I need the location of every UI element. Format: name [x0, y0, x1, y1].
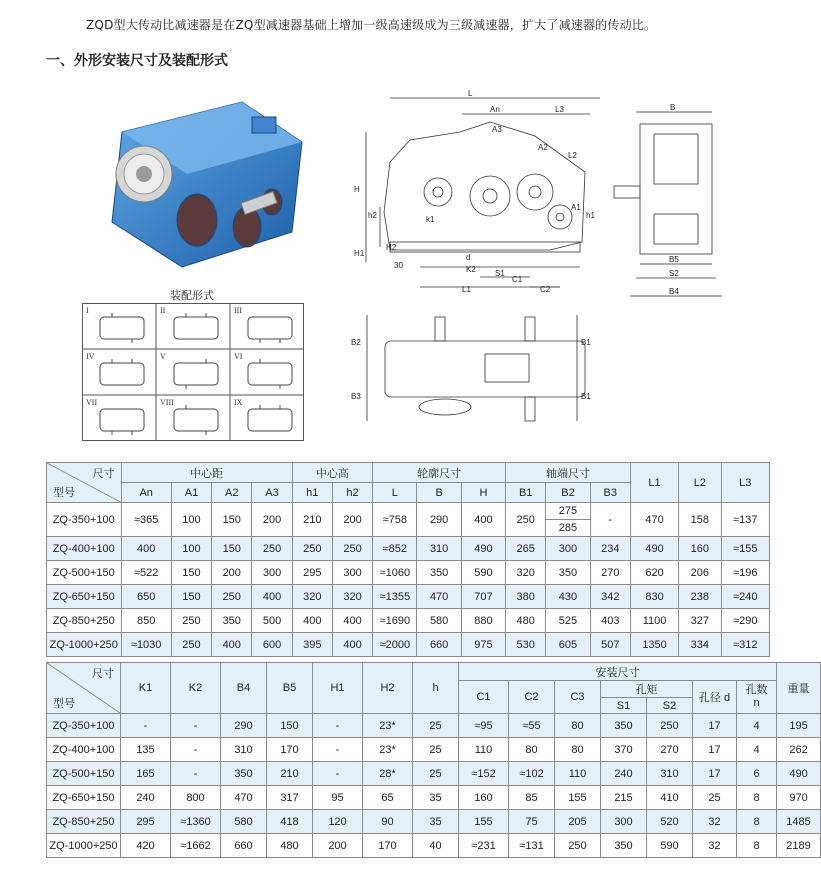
table2-cell: 240	[601, 762, 647, 786]
table2-cell: 80	[555, 714, 601, 738]
table1-cell: 210	[292, 503, 332, 537]
table1-cell: 150	[212, 537, 252, 561]
table2-cell: 8	[737, 810, 777, 834]
table1-cell: 880	[461, 609, 505, 633]
table1-cell: 295	[292, 561, 332, 585]
table1-model-cell: ZQ-850+250	[47, 609, 122, 633]
table1-group-header: 中心距	[121, 463, 292, 483]
table2-cell: -	[313, 738, 363, 762]
table2-cell: 165	[121, 762, 171, 786]
table1-group-header: 轴端尺寸	[506, 463, 631, 483]
table1-cell: 200	[212, 561, 252, 585]
table1-cell: 200	[252, 503, 292, 537]
table2-cell: ≈55	[509, 714, 555, 738]
table1-cell: ≈1690	[373, 609, 417, 633]
table2-cell: 25	[693, 786, 737, 810]
table2-cell: 110	[459, 738, 509, 762]
table2-cell: 35	[413, 786, 459, 810]
table2-cell: 490	[777, 762, 821, 786]
table1-cell: ≈1030	[121, 633, 171, 657]
table2-hole-pitch-header: 孔矩	[601, 681, 693, 698]
table2-cell: 6	[737, 762, 777, 786]
assembly-caption: 装配形式	[170, 289, 214, 302]
table2-cell: 250	[647, 714, 693, 738]
table1-cell: 290	[417, 503, 461, 537]
table1-cell: 707	[461, 585, 505, 609]
table1-cell: 250	[332, 537, 372, 561]
table2-cell: 370	[601, 738, 647, 762]
table1-group-header: L1	[630, 463, 678, 503]
assembly-label: IV	[86, 352, 95, 361]
table2-header: C2	[509, 681, 555, 714]
table1-cell: 403	[590, 609, 630, 633]
table2-cell: -	[121, 714, 171, 738]
table2-cell: 210	[267, 762, 313, 786]
table1-cell: 250	[212, 585, 252, 609]
dim-label: An	[490, 105, 500, 114]
table1-sub-header: B3	[590, 483, 630, 503]
table2-cell: 418	[267, 810, 313, 834]
table2-cell: 250	[555, 834, 601, 858]
table2-cell: 160	[459, 786, 509, 810]
table2-cell: 135	[121, 738, 171, 762]
table1-sub-header: B	[417, 483, 461, 503]
table1-cell: ≈758	[373, 503, 417, 537]
dim-label: C1	[512, 275, 523, 284]
table1-model-cell: ZQ-650+150	[47, 585, 122, 609]
table1-subcell: 275	[558, 505, 578, 517]
table1-sub-header: A3	[252, 483, 292, 503]
table2-cell: 195	[777, 714, 821, 738]
table2-cell: ≈231	[459, 834, 509, 858]
side-view-drawing	[614, 104, 734, 306]
dim-label: S2	[669, 269, 679, 278]
table1-cell: 206	[679, 561, 721, 585]
table2-cell: 8	[737, 786, 777, 810]
table2-cell: ≈152	[459, 762, 509, 786]
table1-cell: 400	[332, 609, 372, 633]
table2-header: S2	[647, 698, 693, 714]
intro-text: ZQD型大传动比减速器是在ZQ型减速器基础上增加一级高速级成为三级减速器，扩大了减速器的传动比。	[86, 18, 657, 32]
table2-hole-dia-header: 孔径 d	[693, 681, 737, 714]
table2-cell: ≈1360	[171, 810, 221, 834]
table1-cell: 250	[292, 537, 332, 561]
table1-corner-top: 尺寸	[92, 468, 115, 480]
table1-cell: 150	[212, 503, 252, 537]
table2-model-cell: ZQ-350+100	[47, 714, 121, 738]
table2-cell: 290	[221, 714, 267, 738]
table2-cell: 25	[413, 762, 459, 786]
table2-header: B5	[267, 663, 313, 714]
table2-cell: ≈1662	[171, 834, 221, 858]
table2-corner-top: 尺寸	[92, 668, 114, 680]
table2-cell: ≈102	[509, 762, 555, 786]
assembly-label: VIII	[160, 398, 174, 407]
table1-sub-header: H	[461, 483, 505, 503]
table2-cell: 32	[693, 810, 737, 834]
table1-cell: -	[590, 503, 630, 537]
top-view-drawing	[345, 309, 597, 429]
table2-cell: 155	[555, 786, 601, 810]
table2-cell: -	[171, 714, 221, 738]
table1-cell: 270	[590, 561, 630, 585]
table2-cell: 317	[267, 786, 313, 810]
dim-label: B3	[351, 392, 361, 401]
dim-label: L1	[462, 285, 471, 294]
table1-cell: 500	[252, 609, 292, 633]
table2-model-cell: ZQ-650+150	[47, 786, 121, 810]
table1-cell: 400	[252, 585, 292, 609]
assembly-label: VII	[86, 398, 98, 407]
table2-cell: 25	[413, 714, 459, 738]
table2-header: C3	[555, 681, 601, 714]
table2-cell: 350	[221, 762, 267, 786]
table2-cell: 800	[171, 786, 221, 810]
table2-cell: 300	[601, 810, 647, 834]
table2-corner-bottom: 型号	[53, 698, 75, 710]
table2-cell: 520	[647, 810, 693, 834]
table2-hole-count-label: 孔数	[745, 684, 768, 696]
table1-cell: 350	[546, 561, 590, 585]
table1-cell: 350	[212, 609, 252, 633]
table2-cell: 240	[121, 786, 171, 810]
table2-cell: 35	[413, 810, 459, 834]
table2-cell: 470	[221, 786, 267, 810]
table2-cell: 40	[413, 834, 459, 858]
section-title: 一、外形安装尺寸及装配形式	[46, 53, 228, 69]
dim-label: h1	[586, 211, 595, 220]
table1-group-header: L3	[721, 463, 770, 503]
table2-cell: -	[313, 762, 363, 786]
table1-cell: 158	[679, 503, 721, 537]
table1-model-cell: ZQ-350+100	[47, 503, 122, 537]
table2-cell: -	[171, 738, 221, 762]
table2-header: K2	[171, 663, 221, 714]
dim-label: A1	[571, 203, 581, 212]
table1-group-header: 轮廓尺寸	[373, 463, 506, 483]
table1-cell: 605	[546, 633, 590, 657]
table2-model-cell: ZQ-1000+250	[47, 834, 121, 858]
table1-cell: 150	[171, 585, 211, 609]
dim-label: B5	[669, 255, 679, 264]
table2-cell: 420	[121, 834, 171, 858]
table1-cell: 100	[171, 503, 211, 537]
dim-label: h2	[368, 211, 377, 220]
table1-cell: 400	[212, 633, 252, 657]
table2-cell: 90	[363, 810, 413, 834]
table2-cell: 480	[267, 834, 313, 858]
table1-cell: ≈137	[721, 503, 770, 537]
table2-cell: 17	[693, 714, 737, 738]
table1-cell: 400	[332, 633, 372, 657]
table1-cell: 380	[506, 585, 546, 609]
table2-cell: 350	[601, 834, 647, 858]
table1-sub-header: A1	[171, 483, 211, 503]
table1-cell: 160	[679, 537, 721, 561]
dim-label: A2	[538, 143, 548, 152]
table1-cell: 334	[679, 633, 721, 657]
table2-cell: 200	[313, 834, 363, 858]
table2-cell: 4	[737, 738, 777, 762]
table1-cell: 490	[461, 537, 505, 561]
table1-group-header: 中心高	[292, 463, 373, 483]
table2-cell: 215	[601, 786, 647, 810]
table1-cell: ≈196	[721, 561, 770, 585]
table2-header: C1	[459, 681, 509, 714]
table2-model-cell: ZQ-400+100	[47, 738, 121, 762]
table1-cell: 830	[630, 585, 678, 609]
table1-cell: 265	[506, 537, 546, 561]
table1-sub-header: A2	[212, 483, 252, 503]
table1-sub-header: B1	[506, 483, 546, 503]
table2-install-header: 安装尺寸	[459, 663, 777, 681]
table2-cell: 350	[601, 714, 647, 738]
table1-corner-bottom: 型号	[53, 487, 75, 499]
dim-label: S1	[495, 269, 505, 278]
table1-cell: 100	[171, 537, 211, 561]
table2-cell: 170	[267, 738, 313, 762]
table1-cell: 320	[332, 585, 372, 609]
table2-cell: 270	[647, 738, 693, 762]
table2-cell: ≈131	[509, 834, 555, 858]
dim-label: B	[670, 103, 676, 112]
table1-sub-header: An	[121, 483, 171, 503]
table1-cell: 250	[171, 633, 211, 657]
table1-cell: 300	[252, 561, 292, 585]
table1-cell: 234	[590, 537, 630, 561]
table2-cell: 85	[509, 786, 555, 810]
dim-label: K2	[466, 265, 476, 274]
table1-cell: 490	[630, 537, 678, 561]
table2-cell: 95	[313, 786, 363, 810]
table2-header: B4	[221, 663, 267, 714]
table2-cell: 660	[221, 834, 267, 858]
table1-cell: 300	[332, 561, 372, 585]
table1-cell: ≈290	[721, 609, 770, 633]
table1-cell: ≈240	[721, 585, 770, 609]
table1-model-cell: ZQ-400+100	[47, 537, 122, 561]
table2-cell: 8	[737, 834, 777, 858]
table2-cell: 310	[221, 738, 267, 762]
table1-corner-cell	[47, 463, 122, 503]
table2-weight-header: 重量	[777, 663, 821, 714]
table1-cell: 200	[332, 503, 372, 537]
table1-sub-header: B2	[546, 483, 590, 503]
dim-label: L	[468, 89, 473, 98]
table1-cell: 507	[590, 633, 630, 657]
dim-label: H2	[386, 243, 397, 252]
table1-cell: 975	[461, 633, 505, 657]
table2-cell: 120	[313, 810, 363, 834]
table1-cell: ≈2000	[373, 633, 417, 657]
table1-cell: 400	[121, 537, 171, 561]
dim-label: d	[466, 253, 471, 262]
table1-cell: 590	[461, 561, 505, 585]
table2-corner-cell	[47, 663, 121, 714]
dim-label: C2	[540, 285, 551, 294]
table2-cell: 4	[737, 714, 777, 738]
table2-cell: 17	[693, 738, 737, 762]
table1-group-header: L2	[679, 463, 721, 503]
table1-cell: 238	[679, 585, 721, 609]
table2-cell: 580	[221, 810, 267, 834]
table2-cell: ≈95	[459, 714, 509, 738]
table1-cell: ≈852	[373, 537, 417, 561]
table1-cell: 310	[417, 537, 461, 561]
assembly-label: VI	[234, 352, 243, 361]
table2-header: K1	[121, 663, 171, 714]
table2-hole-count-header	[737, 681, 777, 714]
assembly-label: V	[160, 352, 166, 361]
table1-cell: 342	[590, 585, 630, 609]
table1-cell: 327	[679, 609, 721, 633]
table2-cell: 410	[647, 786, 693, 810]
table2-cell: 590	[647, 834, 693, 858]
table1-cell: 320	[506, 561, 546, 585]
table1-cell: 530	[506, 633, 546, 657]
table2-cell: 170	[363, 834, 413, 858]
table2-cell: 75	[509, 810, 555, 834]
table2-cell: 150	[267, 714, 313, 738]
dim-label: L2	[568, 151, 577, 160]
table2-model-cell: ZQ-500+150	[47, 762, 121, 786]
table1-cell: 395	[292, 633, 332, 657]
table1-model-cell: ZQ-1000+250	[47, 633, 122, 657]
table2-cell: 17	[693, 762, 737, 786]
assembly-label: III	[234, 306, 242, 315]
dim-label: k1	[426, 215, 435, 224]
table2-cell: 25	[413, 738, 459, 762]
dimension-table-1	[46, 462, 770, 657]
table2-cell: 80	[555, 738, 601, 762]
table1-cell: 250	[171, 609, 211, 633]
table2-cell: 310	[647, 762, 693, 786]
table2-cell: -	[171, 762, 221, 786]
table1-cell: 300	[546, 537, 590, 561]
table2-cell: 295	[121, 810, 171, 834]
reducer-photo	[92, 82, 332, 272]
table1-cell: 350	[417, 561, 461, 585]
table2-cell: 65	[363, 786, 413, 810]
table1-cell: 400	[461, 503, 505, 537]
table2-hole-count-symbol: n	[753, 697, 760, 709]
table1-cell: 150	[171, 561, 211, 585]
table2-cell: -	[313, 714, 363, 738]
table2-header: H1	[313, 663, 363, 714]
dimension-table-2	[46, 662, 821, 858]
dim-label: 30	[394, 261, 403, 270]
table1-cell: ≈365	[121, 503, 171, 537]
table2-model-cell: ZQ-850+250	[47, 810, 121, 834]
dim-label: H1	[354, 249, 365, 258]
table2-header: h	[413, 663, 459, 714]
table1-cell: 650	[121, 585, 171, 609]
table1-sub-header: L	[373, 483, 417, 503]
table1-cell: ≈1355	[373, 585, 417, 609]
table1-cell	[546, 503, 590, 537]
table1-cell: 1350	[630, 633, 678, 657]
table1-cell: 660	[417, 633, 461, 657]
table1-cell: 400	[292, 609, 332, 633]
dim-label: A3	[492, 125, 502, 134]
table1-cell: ≈312	[721, 633, 770, 657]
table1-cell: 1100	[630, 609, 678, 633]
table1-cell: 850	[121, 609, 171, 633]
table2-cell: 80	[509, 738, 555, 762]
table1-cell: 480	[506, 609, 546, 633]
table2-cell: 28*	[363, 762, 413, 786]
table1-sub-header: h1	[292, 483, 332, 503]
dim-label: L3	[555, 105, 564, 114]
table1-model-cell: ZQ-500+150	[47, 561, 122, 585]
table2-cell: 262	[777, 738, 821, 762]
assembly-label: IX	[234, 398, 243, 407]
table1-subcell: 285	[546, 519, 589, 536]
table1-cell: 525	[546, 609, 590, 633]
table1-cell: 600	[252, 633, 292, 657]
table2-header: S1	[601, 698, 647, 714]
table1-cell: 470	[417, 585, 461, 609]
dim-label: B2	[351, 338, 361, 347]
table1-cell: ≈155	[721, 537, 770, 561]
table1-cell: 620	[630, 561, 678, 585]
table2-cell: 970	[777, 786, 821, 810]
table2-cell: 32	[693, 834, 737, 858]
table1-cell: ≈522	[121, 561, 171, 585]
table2-cell: 1485	[777, 810, 821, 834]
assembly-forms-grid	[82, 303, 304, 441]
table1-sub-header: h2	[332, 483, 372, 503]
front-view-drawing	[350, 89, 612, 304]
assembly-label: I	[86, 306, 89, 315]
table2-cell: 23*	[363, 738, 413, 762]
dim-label: B4	[669, 287, 679, 296]
table2-cell: 23*	[363, 714, 413, 738]
table1-cell: ≈1060	[373, 561, 417, 585]
table1-cell: 580	[417, 609, 461, 633]
dim-label: B1	[581, 392, 591, 401]
table1-cell: 250	[252, 537, 292, 561]
table1-cell: 320	[292, 585, 332, 609]
dim-label: B1	[581, 338, 591, 347]
table2-header: H2	[363, 663, 413, 714]
table2-cell: 2189	[777, 834, 821, 858]
dim-label: H	[354, 185, 360, 194]
table2-cell: 110	[555, 762, 601, 786]
table2-cell: 205	[555, 810, 601, 834]
table1-cell: 430	[546, 585, 590, 609]
table2-cell: 155	[459, 810, 509, 834]
assembly-label: II	[160, 306, 166, 315]
table1-cell: 470	[630, 503, 678, 537]
table1-cell: 250	[506, 503, 546, 537]
